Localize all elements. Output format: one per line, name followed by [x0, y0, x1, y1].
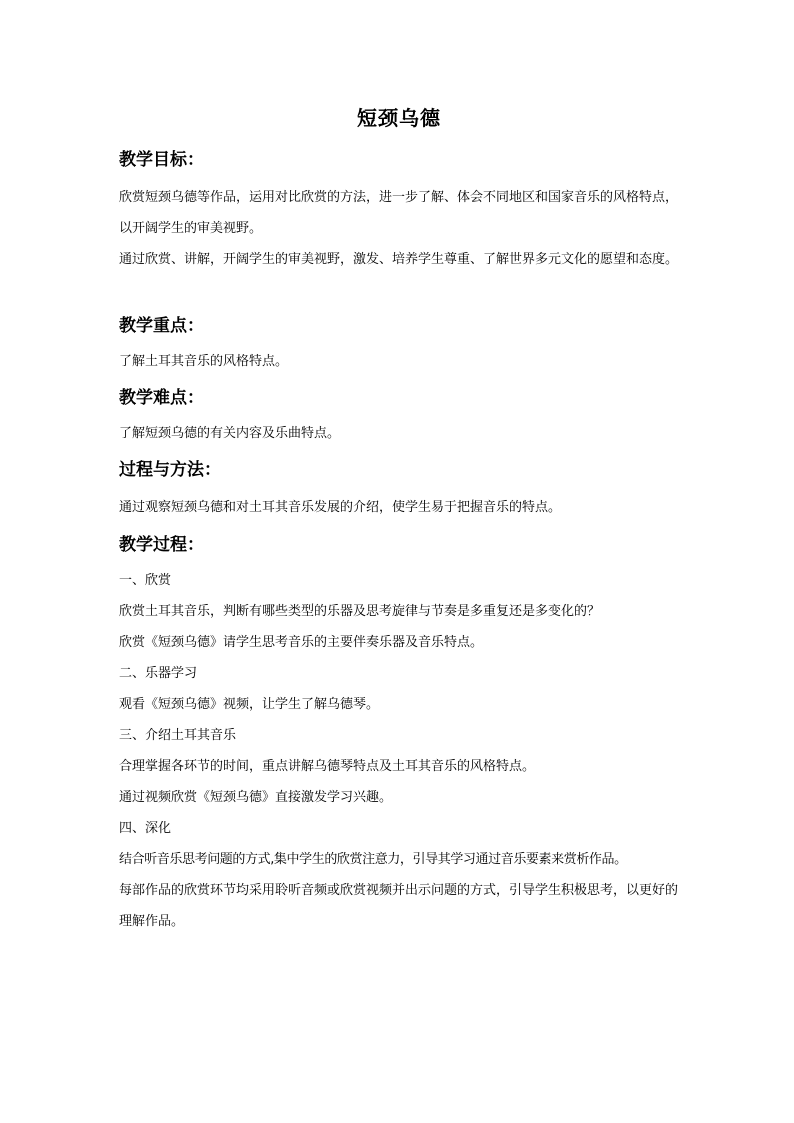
paragraph: 欣赏土耳其音乐，判断有哪些类型的乐器及思考旋律与节奏是多重复还是多变化的？ [119, 604, 601, 619]
section-process [119, 533, 679, 937]
paragraph: 通过欣赏、讲解，开阔学生的审美视野，激发、培养学生尊重、了解世界多元文化的愿望和态度。 [119, 252, 679, 267]
section-heading: 教学难点： [119, 388, 204, 408]
paragraph: 了解土耳其音乐的风格特点。 [119, 354, 289, 369]
step-heading: 三、介绍土耳其音乐 [119, 728, 237, 743]
paragraph: 欣赏《短颈乌德》请学生思考音乐的主要伴奏乐器及音乐特点。 [119, 635, 484, 650]
section-heading: 教学目标： [119, 150, 204, 170]
section-difficulties [119, 386, 679, 449]
section-heading: 过程与方法： [119, 460, 221, 480]
paragraph: 结合听音乐思考问题的方式,集中学生的欣赏注意力，引导其学习通过音乐要素来赏析作品。 [119, 852, 627, 867]
section-methods [119, 458, 679, 523]
section-heading: 教学过程： [119, 535, 204, 555]
section-heading: 教学重点： [119, 316, 204, 336]
section-objectives [119, 148, 679, 275]
step-heading: 一、欣赏 [119, 573, 172, 588]
section-key-points [119, 314, 679, 377]
paragraph: 通过观察短颈乌德和对土耳其音乐发展的介绍，使学生易于把握音乐的特点。 [119, 500, 562, 515]
paragraph: 了解短颈乌德的有关内容及乐曲特点。 [119, 426, 341, 441]
paragraph: 观看《短颈乌德》视频，让学生了解乌德琴。 [119, 697, 380, 712]
step-heading: 二、乐器学习 [119, 666, 198, 681]
paragraph: 每部作品的欣赏环节均采用聆听音频或欣赏视频并出示问题的方式，引导学生积极思考，以更好的理解作品。 [119, 883, 679, 929]
step-heading: 四、深化 [119, 821, 172, 836]
paragraph: 合理掌握各环节的时间，重点讲解乌德琴特点及土耳其音乐的风格特点。 [119, 759, 536, 774]
document-title: 短颈乌德 [357, 106, 441, 130]
paragraph: 欣赏短颈乌德等作品，运用对比欣赏的方法，进一步了解、体会不同地区和国家音乐的风格特点，以开阔学生的审美视野。 [119, 190, 679, 236]
paragraph: 通过视频欣赏《短颈乌德》直接激发学习兴趣。 [119, 790, 393, 805]
